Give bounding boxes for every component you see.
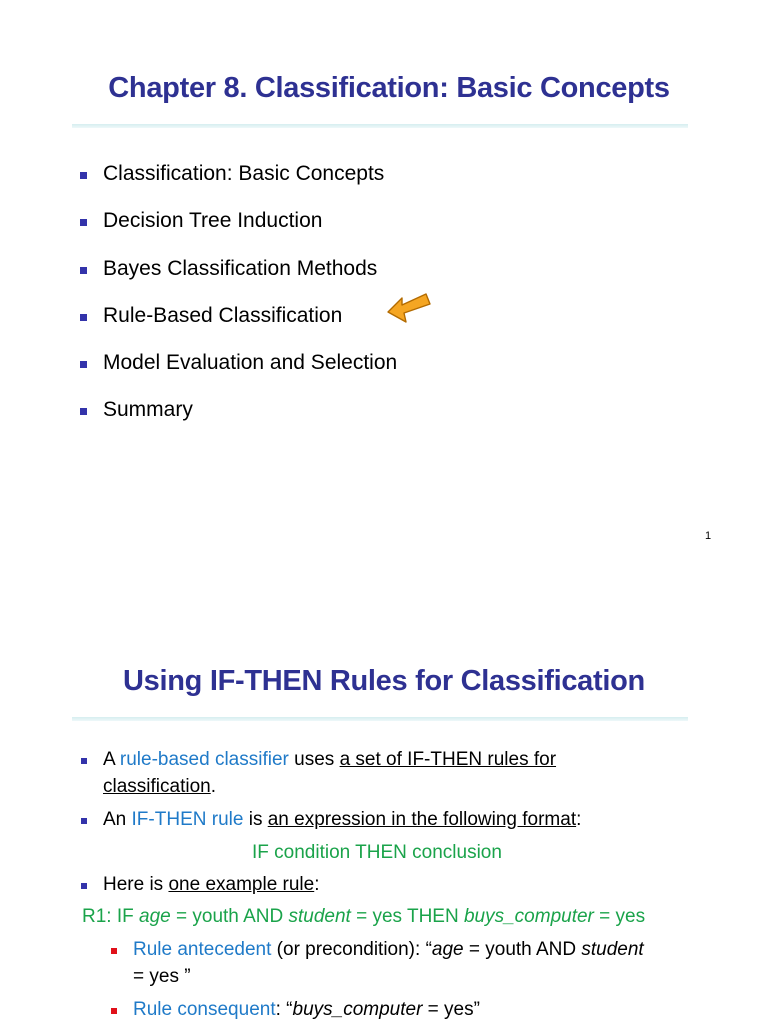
list-item-label: Rule-Based Classification <box>103 304 343 327</box>
sub-bullet-line <box>133 939 644 961</box>
list-item-label: Summary <box>103 398 193 421</box>
bullet-square-icon <box>80 408 87 415</box>
sub-bullet-square-icon <box>111 948 117 954</box>
text: is <box>243 809 268 830</box>
text: A <box>103 749 120 770</box>
text: student <box>288 906 351 927</box>
slide-2-title: Using IF-THEN Rules for Classification <box>123 665 645 697</box>
list-item-label: Decision Tree Induction <box>103 209 323 232</box>
list-item-label: Model Evaluation and Selection <box>103 351 398 374</box>
list-item-label: Bayes Classification Methods <box>103 257 378 280</box>
bullet-square-icon <box>81 883 87 889</box>
left-arrow-icon <box>386 288 432 328</box>
bullet-line <box>103 749 556 771</box>
underlined-text: an expression in the following format <box>267 809 577 830</box>
underlined-text: classification <box>103 776 211 797</box>
slide-2 <box>0 512 768 1024</box>
title-divider <box>72 717 688 721</box>
underlined-text: one example rule <box>168 874 315 895</box>
bullet-line <box>103 809 581 831</box>
text: age <box>139 906 171 927</box>
example-rule-r1 <box>82 906 645 928</box>
sub-bullet-square-icon <box>111 1008 117 1014</box>
page-number: 1 <box>705 530 712 542</box>
text: = yes <box>593 906 646 927</box>
term-rule-consequent: Rule consequent <box>133 999 276 1020</box>
bullet-square-icon <box>81 818 87 824</box>
text: buys_computer <box>463 906 594 927</box>
text: (or precondition): “ <box>271 939 432 960</box>
text: = yes THEN <box>350 906 464 927</box>
bullet-square-icon <box>80 172 87 179</box>
term-if-then-rule: IF-THEN rule <box>131 809 244 830</box>
term-rule-based-classifier: rule-based classifier <box>119 749 289 770</box>
text: : <box>314 874 320 895</box>
bullet-square-icon <box>80 219 87 226</box>
bullet-square-icon <box>80 314 87 321</box>
bullet-square-icon <box>80 361 87 368</box>
text: = yes” <box>422 999 480 1020</box>
text: uses <box>288 749 340 770</box>
text: student <box>581 939 644 960</box>
bullet-square-icon <box>81 758 87 764</box>
text: An <box>103 809 132 830</box>
sub-bullet-line-continued: = yes ” <box>133 966 191 987</box>
text: Here is <box>103 874 169 895</box>
sub-bullet-line <box>133 999 480 1021</box>
title-divider <box>72 124 688 128</box>
text: = youth AND <box>170 906 289 927</box>
format-line: IF condition THEN conclusion <box>252 842 502 863</box>
bullet-square-icon <box>80 267 87 274</box>
text: : <box>576 809 582 830</box>
bullet-line-continued <box>103 776 216 798</box>
text: . <box>210 776 216 797</box>
term-rule-antecedent: Rule antecedent <box>133 939 272 960</box>
text: age <box>431 939 464 960</box>
text: = youth AND <box>463 939 582 960</box>
text: buys_computer <box>292 999 423 1020</box>
text: R1: IF <box>82 906 140 927</box>
slide-1-title: Chapter 8. Classification: Basic Concepts <box>108 72 670 104</box>
underlined-text: a set of IF-THEN rules for <box>339 749 557 770</box>
bullet-line <box>103 874 320 896</box>
text: : “ <box>275 999 293 1020</box>
list-item-label: Classification: Basic Concepts <box>103 162 385 185</box>
